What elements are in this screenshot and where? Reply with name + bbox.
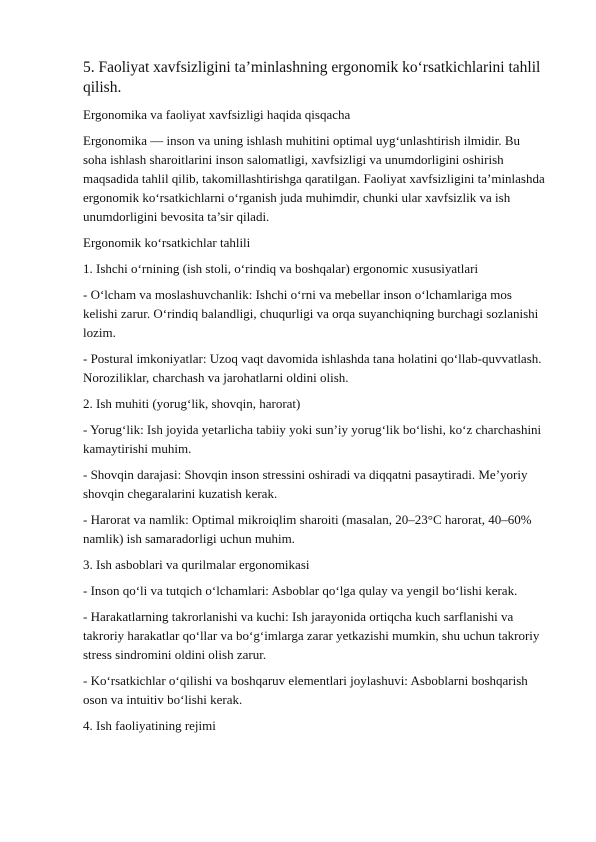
list-heading-4: 4. Ish faoliyatining rejimi	[83, 718, 216, 733]
bullet-repetition: - Harakatlarning takrorlanishi va kuchi: Ish jarayonida ortiqcha kuch sarflanishi va takroriy harakatlar qo‘llar va bo‘g‘imlarga zarar yetkazishi mumkin, shu uchun takroriy stress sindromini oldini olish zarur.	[83, 609, 540, 662]
bullet-noise: - Shovqin darajasi: Shovqin inson stressini oshiradi va diqqatni pasaytiradi. Me’yoriy shovqin chegaralarini kuzatish kerak.	[83, 467, 528, 501]
bullet-postural: - Postural imkoniyatlar: Uzoq vaqt davomida ishlashda tana holatini qo‘llab-quvvatlash. Noroziliklar, charchash va jarohatlarni oldini olish.	[83, 351, 542, 385]
list-heading-3: 3. Ish asboblari va qurilmalar ergonomikasi	[83, 557, 310, 572]
paragraph-ergonomics-definition: Ergonomika — inson va uning ishlash muhitini optimal uyg‘unlashtirish ilmidir. Bu soha ishlash sharoitlarini inson salomatligi, xavfsizligi va unumdorligini oshirish maqsadida tahlil qilib, takomillashtirishga qaratilgan. Faoliyat xavfsizligini ta’minlashda ergonomik ko‘rsatkichlarni o‘rganish juda muhimdir, chunki ular xavfsizlik va ish unumdorligini bevosita ta’sir qiladi.	[83, 133, 545, 224]
bullet-temperature: - Harorat va namlik: Optimal mikroiqlim sharoiti (masalan, 20–23°C harorat, 40–60% namlik) ish samaradorligi uchun muhim.	[83, 512, 532, 546]
list-heading-2: 2. Ish muhiti (yorug‘lik, shovqin, harorat)	[83, 396, 301, 411]
bullet-size-adaptability: - O‘lcham va moslashuvchanlik: Ishchi o‘rni va mebellar inson o‘lchamlariga mos kelishi zarur. O‘rindiq balandligi, chuqurligi va orqa suyanchiqning burchagi sozlanishi lozim.	[83, 287, 539, 340]
bullet-controls: - Ko‘rsatkichlar o‘qilishi va boshqaruv elementlari joylashuvi: Asboblarni boshqarish oson va intuitiv bo‘lishi kerak.	[83, 673, 528, 707]
document-body	[83, 58, 545, 742]
list-heading-1: 1. Ishchi o‘rnining (ish stoli, o‘rindiq va boshqalar) ergonomic xususiyatlari	[83, 261, 479, 276]
subheading-intro: Ergonomika va faoliyat xavfsizligi haqida qisqacha	[83, 107, 351, 122]
bullet-hand-size: - Inson qo‘li va tutqich o‘lchamlari: Asboblar qo‘lga qulay va yengil bo‘lishi kerak.	[83, 583, 518, 598]
subheading-analysis: Ergonomik ko‘rsatkichlar tahlili	[83, 235, 251, 250]
bullet-lighting: - Yorug‘lik: Ish joyida yetarlicha tabiiy yoki sun’iy yorug‘lik bo‘lishi, ko‘z charchashini kamaytirishi muhim.	[83, 422, 542, 456]
section-title: 5. Faoliyat xavfsizligini ta’minlashning ergonomik ko‘rsatkichlarini tahlil qilish.	[83, 59, 541, 96]
